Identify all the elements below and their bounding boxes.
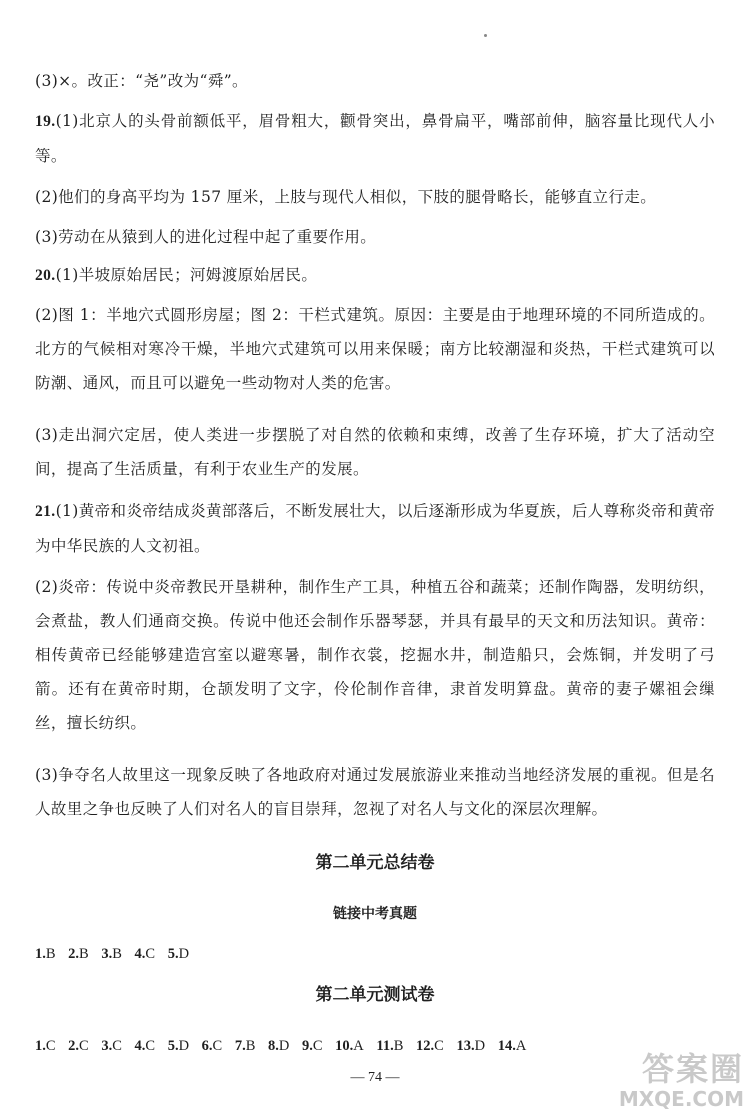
section-title-summary: 第二单元总结卷 [315,853,435,873]
answer-item: 6.C [201,1038,223,1054]
answer-21-2: (2)炎帝：传说中炎帝教民开垦耕种，制作生产工具，种植五谷和蔬菜；还制作陶器，发明纺织，会煮盐，教人们通商交换。传说中他还会制作乐器琴瑟，并具有最早的天文和历法知识。黄帝：相传黄帝已经能够建造宫室以避寒暑，制作衣裳，挖掘水井，制造船只，会炼铜，并发明了弓箭。还有在黄帝时期，仓颉发明了文字，伶伦制作音律，隶首发明算盘。黄帝的妻子嫘祖会缫丝，擅长纺织。 [35,578,715,732]
question-number-19: 19. [35,113,56,130]
answer-item: 3.B [101,946,122,962]
answer-item: 13.D [456,1038,486,1054]
answer-19-2: (2)他们的身高平均为 157 厘米，上肢与现代人相似，下肢的腿骨略长，能够直立行走。 [35,188,657,206]
answer-item: 1.B [35,946,56,962]
answer-item: 10.A [335,1038,364,1054]
answer-21-1: 21.(1)黄帝和炎帝结成炎黄部落后，不断发展壮大，以后逐渐形成为华夏族，后人尊称炎帝和黄帝为中华民族的人文初祖。 [35,502,715,555]
answer-20-2: (2)图 1：半地穴式圆形房屋；图 2：干栏式建筑。原因：主要是由于地理环境的不同所造成的。北方的气候相对寒冷干燥，半地穴式建筑可以用来保暖；南方比较潮湿和炎热，干栏式建筑可以防潮、通风，而且可以避免一些动物对人类的危害。 [35,306,715,392]
answer-item: 4.C [134,946,156,962]
answer-item: 2.B [68,946,89,962]
answer-item: 5.D [167,946,190,962]
answer-item: 7.B [234,1038,256,1054]
answer-item: 1.C [35,1038,56,1054]
section-title-test: 第二单元测试卷 [315,985,435,1005]
answer-item: 2.C [68,1038,89,1054]
watermark-logo [604,1050,744,1113]
answer-item: 12.C [416,1038,444,1054]
answer-20-1: 20.(1)半坡原始居民；河姆渡原始居民。 [35,266,318,284]
answer-item: 14.A [497,1038,527,1054]
answer-item: 9.C [302,1038,323,1054]
page-number: — 74 — [350,1070,400,1085]
scan-speck [484,34,487,37]
question-number-21: 21. [35,503,56,520]
watermark-url: MXQE.COM [618,1087,744,1111]
answer-item: 4.C [134,1038,156,1054]
answer-21-3: (3)争夺名人故里这一现象反映了各地政府对通过发展旅游业来推动当地经济发展的重视。但是名人故里之争也反映了人们对名人的盲目崇拜，忽视了对名人与文化的深层次理解。 [35,766,715,818]
answer-item: 11.B [376,1038,404,1054]
answer-list-summary [35,944,725,964]
answer-19-1: 19.(1)北京人的头骨前额低平，眉骨粗大，颧骨突出，鼻骨扁平，嘴部前伸，脑容量比现代人小等。 [35,112,715,165]
answer-item: 8.D [268,1038,290,1054]
watermark-brand: 答案圈 [641,1050,744,1088]
answer-20-3: (3)走出洞穴定居，使人类进一步摆脱了对自然的依赖和束缚，改善了生存环境，扩大了活动空间，提高了生活质量，有利于农业生产的发展。 [35,426,715,478]
answer-19-3: (3)劳动在从猿到人的进化过程中起了重要作用。 [35,228,377,246]
answer-18-3: (3)×。改正：“尧”改为“舜”。 [35,72,248,90]
answer-item: 3.C [101,1038,122,1054]
section-subtitle-exam-link: 链接中考真题 [333,906,417,922]
answer-item: 5.D [167,1038,190,1054]
question-number-20: 20. [35,267,56,284]
